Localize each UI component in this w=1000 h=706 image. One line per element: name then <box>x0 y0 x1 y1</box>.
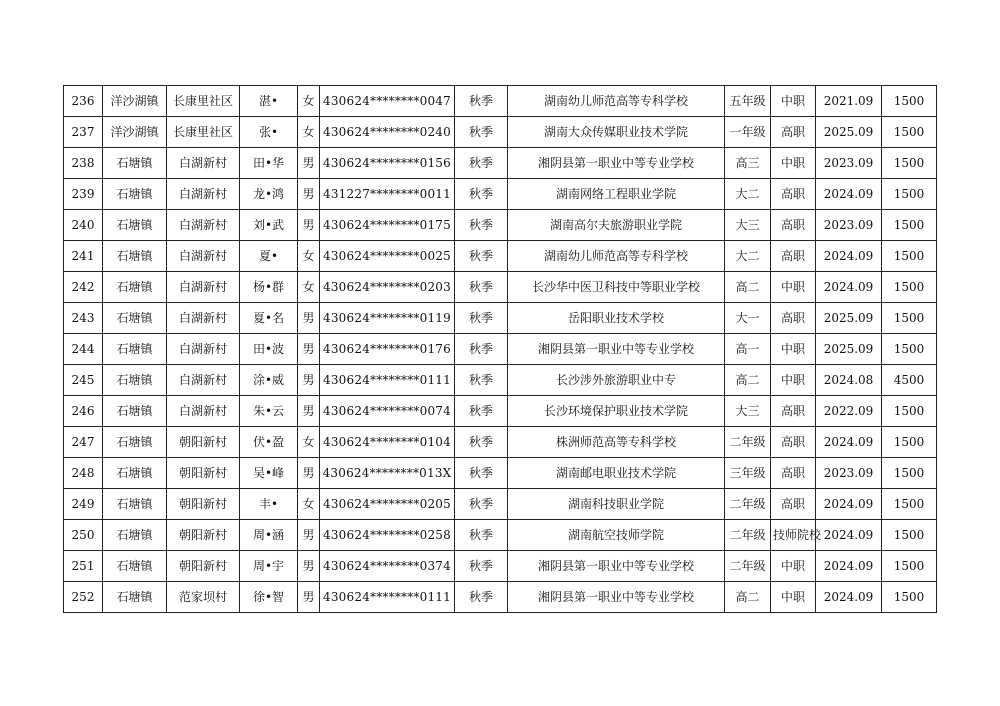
id-number-cell: 430624********0240 <box>320 117 455 148</box>
level-cell: 中职 <box>771 334 816 365</box>
gender-cell: 女 <box>298 117 320 148</box>
school-cell: 长沙华中医卫科技中等职业学校 <box>508 272 725 303</box>
grade-cell: 高二 <box>725 582 771 613</box>
gender-cell: 男 <box>298 179 320 210</box>
row-number: 252 <box>64 582 103 613</box>
town-cell: 石塘镇 <box>103 303 167 334</box>
amount-cell: 1500 <box>882 241 937 272</box>
amount-cell: 1500 <box>882 179 937 210</box>
name-cell: 田•波 <box>240 334 298 365</box>
grade-cell: 三年级 <box>725 458 771 489</box>
subsidy-table <box>63 85 937 613</box>
village-cell: 白湖新村 <box>167 241 240 272</box>
level-cell: 高职 <box>771 458 816 489</box>
table-row <box>64 334 937 365</box>
grade-cell: 二年级 <box>725 489 771 520</box>
village-cell: 朝阳新村 <box>167 427 240 458</box>
town-cell: 石塘镇 <box>103 458 167 489</box>
school-cell: 长沙涉外旅游职业中专 <box>508 365 725 396</box>
gender-cell: 男 <box>298 148 320 179</box>
village-cell: 白湖新村 <box>167 272 240 303</box>
name-cell: 朱•云 <box>240 396 298 427</box>
gender-cell: 男 <box>298 210 320 241</box>
gender-cell: 女 <box>298 489 320 520</box>
enroll-date-cell: 2024.09 <box>816 551 882 582</box>
name-cell: 夏•名 <box>240 303 298 334</box>
season-cell: 秋季 <box>455 489 508 520</box>
amount-cell: 1500 <box>882 458 937 489</box>
grade-cell: 高一 <box>725 334 771 365</box>
town-cell: 石塘镇 <box>103 396 167 427</box>
level-cell: 高职 <box>771 117 816 148</box>
enroll-date-cell: 2024.09 <box>816 520 882 551</box>
name-cell: 张• <box>240 117 298 148</box>
gender-cell: 男 <box>298 458 320 489</box>
village-cell: 白湖新村 <box>167 148 240 179</box>
level-cell: 中职 <box>771 86 816 117</box>
row-number: 242 <box>64 272 103 303</box>
grade-cell: 五年级 <box>725 86 771 117</box>
school-cell: 湖南幼儿师范高等专科学校 <box>508 241 725 272</box>
table-row <box>64 458 937 489</box>
amount-cell: 1500 <box>882 148 937 179</box>
town-cell: 石塘镇 <box>103 272 167 303</box>
enroll-date-cell: 2024.09 <box>816 427 882 458</box>
level-cell: 高职 <box>771 179 816 210</box>
village-cell: 朝阳新村 <box>167 458 240 489</box>
table-row <box>64 303 937 334</box>
gender-cell: 男 <box>298 303 320 334</box>
table-row <box>64 520 937 551</box>
amount-cell: 1500 <box>882 396 937 427</box>
school-cell: 湖南科技职业学院 <box>508 489 725 520</box>
table-row <box>64 427 937 458</box>
id-number-cell: 430624********0203 <box>320 272 455 303</box>
school-cell: 湘阴县第一职业中等专业学校 <box>508 551 725 582</box>
town-cell: 石塘镇 <box>103 427 167 458</box>
season-cell: 秋季 <box>455 241 508 272</box>
school-cell: 湖南幼儿师范高等专科学校 <box>508 86 725 117</box>
school-cell: 湖南高尔夫旅游职业学院 <box>508 210 725 241</box>
name-cell: 周•涵 <box>240 520 298 551</box>
season-cell: 秋季 <box>455 396 508 427</box>
enroll-date-cell: 2021.09 <box>816 86 882 117</box>
table-row <box>64 179 937 210</box>
gender-cell: 男 <box>298 334 320 365</box>
level-cell: 高职 <box>771 241 816 272</box>
town-cell: 洋沙湖镇 <box>103 86 167 117</box>
amount-cell: 4500 <box>882 365 937 396</box>
level-cell: 中职 <box>771 582 816 613</box>
level-cell: 高职 <box>771 210 816 241</box>
village-cell: 白湖新村 <box>167 334 240 365</box>
gender-cell: 女 <box>298 241 320 272</box>
season-cell: 秋季 <box>455 427 508 458</box>
village-cell: 白湖新村 <box>167 365 240 396</box>
gender-cell: 女 <box>298 427 320 458</box>
amount-cell: 1500 <box>882 117 937 148</box>
id-number-cell: 430624********0176 <box>320 334 455 365</box>
table-row <box>64 396 937 427</box>
row-number: 246 <box>64 396 103 427</box>
row-number: 247 <box>64 427 103 458</box>
enroll-date-cell: 2024.09 <box>816 582 882 613</box>
name-cell: 涂•威 <box>240 365 298 396</box>
grade-cell: 高二 <box>725 272 771 303</box>
table-row <box>64 365 937 396</box>
season-cell: 秋季 <box>455 210 508 241</box>
village-cell: 朝阳新村 <box>167 489 240 520</box>
town-cell: 石塘镇 <box>103 551 167 582</box>
season-cell: 秋季 <box>455 148 508 179</box>
table-row <box>64 272 937 303</box>
id-number-cell: 430624********0156 <box>320 148 455 179</box>
level-cell: 中职 <box>771 365 816 396</box>
school-cell: 湘阴县第一职业中等专业学校 <box>508 334 725 365</box>
row-number: 236 <box>64 86 103 117</box>
level-cell: 技师院校 <box>771 520 816 551</box>
town-cell: 石塘镇 <box>103 365 167 396</box>
table-row <box>64 241 937 272</box>
id-number-cell: 430624********0025 <box>320 241 455 272</box>
season-cell: 秋季 <box>455 303 508 334</box>
school-cell: 湖南网络工程职业学院 <box>508 179 725 210</box>
row-number: 238 <box>64 148 103 179</box>
gender-cell: 女 <box>298 272 320 303</box>
enroll-date-cell: 2024.09 <box>816 272 882 303</box>
amount-cell: 1500 <box>882 427 937 458</box>
village-cell: 范家坝村 <box>167 582 240 613</box>
name-cell: 夏• <box>240 241 298 272</box>
gender-cell: 男 <box>298 396 320 427</box>
grade-cell: 大三 <box>725 396 771 427</box>
town-cell: 洋沙湖镇 <box>103 117 167 148</box>
amount-cell: 1500 <box>882 551 937 582</box>
school-cell: 湘阴县第一职业中等专业学校 <box>508 582 725 613</box>
id-number-cell: 431227********0011 <box>320 179 455 210</box>
table-row <box>64 210 937 241</box>
row-number: 250 <box>64 520 103 551</box>
name-cell: 田•华 <box>240 148 298 179</box>
name-cell: 徐•智 <box>240 582 298 613</box>
season-cell: 秋季 <box>455 458 508 489</box>
amount-cell: 1500 <box>882 210 937 241</box>
level-cell: 高职 <box>771 396 816 427</box>
level-cell: 中职 <box>771 551 816 582</box>
row-number: 241 <box>64 241 103 272</box>
grade-cell: 一年级 <box>725 117 771 148</box>
village-cell: 白湖新村 <box>167 179 240 210</box>
row-number: 239 <box>64 179 103 210</box>
table-row <box>64 489 937 520</box>
grade-cell: 大二 <box>725 241 771 272</box>
town-cell: 石塘镇 <box>103 489 167 520</box>
grade-cell: 大二 <box>725 179 771 210</box>
gender-cell: 男 <box>298 582 320 613</box>
season-cell: 秋季 <box>455 520 508 551</box>
season-cell: 秋季 <box>455 365 508 396</box>
gender-cell: 女 <box>298 86 320 117</box>
enroll-date-cell: 2025.09 <box>816 117 882 148</box>
id-number-cell: 430624********0104 <box>320 427 455 458</box>
table-row <box>64 148 937 179</box>
season-cell: 秋季 <box>455 272 508 303</box>
village-cell: 朝阳新村 <box>167 551 240 582</box>
id-number-cell: 430624********0119 <box>320 303 455 334</box>
id-number-cell: 430624********0111 <box>320 365 455 396</box>
school-cell: 湖南大众传媒职业技术学院 <box>508 117 725 148</box>
school-cell: 湖南邮电职业技术学院 <box>508 458 725 489</box>
row-number: 248 <box>64 458 103 489</box>
amount-cell: 1500 <box>882 582 937 613</box>
row-number: 243 <box>64 303 103 334</box>
village-cell: 白湖新村 <box>167 396 240 427</box>
town-cell: 石塘镇 <box>103 210 167 241</box>
level-cell: 高职 <box>771 303 816 334</box>
name-cell: 湛• <box>240 86 298 117</box>
id-number-cell: 430624********0258 <box>320 520 455 551</box>
grade-cell: 大三 <box>725 210 771 241</box>
enroll-date-cell: 2023.09 <box>816 148 882 179</box>
id-number-cell: 430624********0175 <box>320 210 455 241</box>
table-row <box>64 117 937 148</box>
name-cell: 刘•武 <box>240 210 298 241</box>
name-cell: 龙•鸿 <box>240 179 298 210</box>
enroll-date-cell: 2025.09 <box>816 334 882 365</box>
season-cell: 秋季 <box>455 582 508 613</box>
school-cell: 湘阴县第一职业中等专业学校 <box>508 148 725 179</box>
row-number: 251 <box>64 551 103 582</box>
gender-cell: 男 <box>298 365 320 396</box>
town-cell: 石塘镇 <box>103 148 167 179</box>
village-cell: 白湖新村 <box>167 303 240 334</box>
table-row <box>64 582 937 613</box>
school-cell: 株洲师范高等专科学校 <box>508 427 725 458</box>
name-cell: 吴•峰 <box>240 458 298 489</box>
level-cell: 高职 <box>771 427 816 458</box>
table-row <box>64 551 937 582</box>
town-cell: 石塘镇 <box>103 520 167 551</box>
town-cell: 石塘镇 <box>103 334 167 365</box>
enroll-date-cell: 2024.09 <box>816 179 882 210</box>
enroll-date-cell: 2022.09 <box>816 396 882 427</box>
gender-cell: 男 <box>298 520 320 551</box>
season-cell: 秋季 <box>455 86 508 117</box>
row-number: 249 <box>64 489 103 520</box>
name-cell: 丰• <box>240 489 298 520</box>
name-cell: 周•宇 <box>240 551 298 582</box>
village-cell: 白湖新村 <box>167 210 240 241</box>
grade-cell: 二年级 <box>725 520 771 551</box>
grade-cell: 高二 <box>725 365 771 396</box>
school-cell: 岳阳职业技术学校 <box>508 303 725 334</box>
grade-cell: 高三 <box>725 148 771 179</box>
table-body <box>64 86 937 613</box>
grade-cell: 二年级 <box>725 427 771 458</box>
row-number: 240 <box>64 210 103 241</box>
enroll-date-cell: 2024.09 <box>816 489 882 520</box>
level-cell: 中职 <box>771 272 816 303</box>
season-cell: 秋季 <box>455 551 508 582</box>
gender-cell: 男 <box>298 551 320 582</box>
enroll-date-cell: 2024.09 <box>816 241 882 272</box>
grade-cell: 二年级 <box>725 551 771 582</box>
id-number-cell: 430624********0205 <box>320 489 455 520</box>
enroll-date-cell: 2024.08 <box>816 365 882 396</box>
season-cell: 秋季 <box>455 334 508 365</box>
school-cell: 长沙环境保护职业技术学院 <box>508 396 725 427</box>
amount-cell: 1500 <box>882 86 937 117</box>
town-cell: 石塘镇 <box>103 582 167 613</box>
name-cell: 杨•群 <box>240 272 298 303</box>
season-cell: 秋季 <box>455 179 508 210</box>
id-number-cell: 430624********0047 <box>320 86 455 117</box>
village-cell: 长康里社区 <box>167 86 240 117</box>
enroll-date-cell: 2025.09 <box>816 303 882 334</box>
amount-cell: 1500 <box>882 334 937 365</box>
town-cell: 石塘镇 <box>103 179 167 210</box>
id-number-cell: 430624********0074 <box>320 396 455 427</box>
town-cell: 石塘镇 <box>103 241 167 272</box>
level-cell: 高职 <box>771 489 816 520</box>
row-number: 237 <box>64 117 103 148</box>
school-cell: 湖南航空技师学院 <box>508 520 725 551</box>
name-cell: 伏•盈 <box>240 427 298 458</box>
id-number-cell: 430624********0111 <box>320 582 455 613</box>
amount-cell: 1500 <box>882 489 937 520</box>
id-number-cell: 430624********013X <box>320 458 455 489</box>
enroll-date-cell: 2023.09 <box>816 458 882 489</box>
village-cell: 长康里社区 <box>167 117 240 148</box>
grade-cell: 大一 <box>725 303 771 334</box>
row-number: 245 <box>64 365 103 396</box>
id-number-cell: 430624********0374 <box>320 551 455 582</box>
amount-cell: 1500 <box>882 303 937 334</box>
amount-cell: 1500 <box>882 520 937 551</box>
row-number: 244 <box>64 334 103 365</box>
level-cell: 中职 <box>771 148 816 179</box>
enroll-date-cell: 2023.09 <box>816 210 882 241</box>
table-row <box>64 86 937 117</box>
village-cell: 朝阳新村 <box>167 520 240 551</box>
amount-cell: 1500 <box>882 272 937 303</box>
season-cell: 秋季 <box>455 117 508 148</box>
